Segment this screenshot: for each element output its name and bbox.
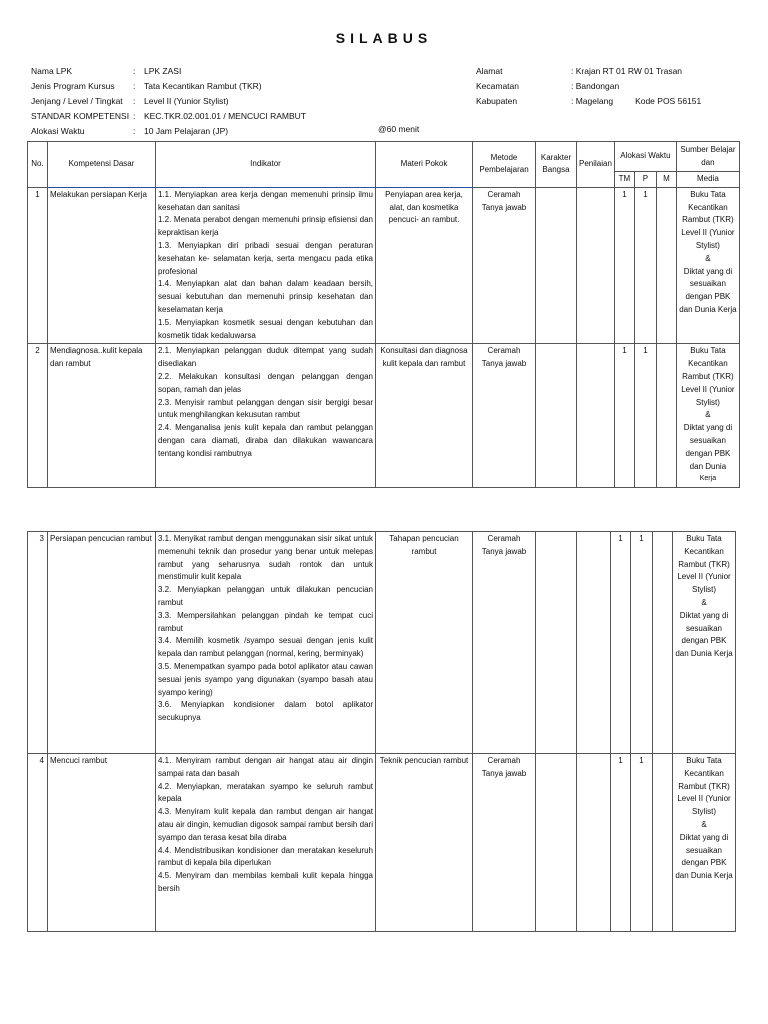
row-m	[653, 532, 673, 754]
row-tm: 1	[614, 187, 634, 344]
row-no: 1	[28, 187, 48, 344]
header-row	[31, 79, 306, 94]
metode-item: Ceramah	[487, 756, 521, 765]
row-tm: 1	[611, 532, 631, 754]
header-value: LPK ZASI	[144, 66, 182, 76]
indikator-item: 1.4. Menyiapkan alat dan bahan dalam keadaan bersih, sesuai kebutuhan dan memenuhi prinsip kesehatan dan keselamatan kerja	[158, 279, 373, 314]
indikator-item: 1.3. Menyiapkan diri pribadi sesuai dengan peraturan kesehatan ke- selamatan kerja, serta mengacu pada etika profesional	[158, 240, 373, 276]
header-colon: :	[133, 66, 136, 76]
row-penilaian	[577, 187, 615, 344]
header-key: Kecamatan	[476, 81, 519, 91]
col-tm: TM	[614, 172, 634, 188]
sumber-item: &	[705, 410, 711, 420]
header-value: 10 Jam Pelajaran (JP)	[144, 126, 229, 136]
sumber-item: Diktat yang di sesuaikan dengan PBK dan Dunia	[683, 423, 733, 471]
col-media: Media	[676, 172, 739, 188]
kode-pos: Kode POS 56151	[635, 96, 702, 106]
header-value: : Magelang	[571, 96, 614, 106]
header-value: KEC.TKR.02.001.01 / MENCUCI RAMBUT	[144, 111, 307, 121]
row-m	[656, 187, 676, 344]
header-left	[31, 64, 306, 139]
indikator-item: 4.4. Mendistribusikan kondisioner dan meratakan keseluruh rambut di kepala bila diperlukan	[158, 845, 373, 868]
metode-item: Tanya jawab	[481, 768, 527, 778]
row-m	[656, 344, 676, 488]
indikator-item: 2.1. Menyiapkan pelanggan duduk ditempat yang sudah disediakan	[158, 346, 373, 369]
header-value: Level II (Yunior Stylist)	[144, 96, 229, 106]
row-p: 1	[631, 754, 653, 932]
header-key: Alokasi Waktu	[31, 126, 85, 136]
indikator-item: 1.1. Menyiapkan area kerja dengan memenuhi prinsip ilmu kesehatan dan sanitasi	[158, 189, 373, 212]
sumber-item: Buku Tata Kecantikan Rambut (TKR) Level II (Yunior Stylist)	[677, 756, 731, 817]
row-materi: Penyiapan area kerja, alat, dan kosmetika pencuci- an rambut.	[376, 187, 473, 344]
metode-item: Ceramah	[487, 189, 521, 199]
row-indikator	[156, 754, 376, 932]
header-right	[476, 64, 701, 109]
row-karakter	[536, 754, 577, 932]
header-value: : Bandongan	[571, 81, 620, 91]
col-materi: Materi Pokok	[376, 142, 473, 188]
document-title: SILABUS	[335, 30, 433, 46]
indikator-item: 4.1. Menyiram rambut dengan air hangat atau air dingin sampai rata dan basah	[158, 756, 373, 778]
indikator-item: 1.2. Menata perabot dengan memenuhi prinsip efisiensi dan kepraktisan kerja	[158, 215, 373, 238]
indikator-item: 3.4. Memilih kosmetik /syampo sesuai dengan jenis kulit kepala dan rambut pelanggan (normal, kering, berminyak)	[158, 636, 373, 659]
row-metode	[473, 344, 536, 488]
col-indikator: Indikator	[156, 142, 376, 188]
indikator-item: 1.5. Menyiapkan kosmetik sesuai dengan kebutuhan dan kosmetik tidak kedaluwarsa	[158, 317, 373, 340]
header-key: Jenis Program Kursus	[31, 81, 115, 91]
sumber-item: Buku Tata Kecantikan Rambut (TKR) Level II (Yunior Stylist)	[681, 189, 735, 250]
col-no: No.	[28, 142, 48, 188]
sumber-item: Diktat yang di sesuaikan dengan PBK dan Dunia Kerja	[679, 266, 737, 314]
metode-item: Tanya jawab	[481, 359, 527, 369]
row-metode	[473, 187, 536, 344]
sumber-item: Diktat yang di sesuaikan dengan PBK dan Dunia Kerja	[675, 610, 733, 659]
indikator-item: 3.6. Menyiapkan kondisioner dalam botol aplikator secukupnya	[158, 700, 373, 723]
row-p: 1	[634, 187, 656, 344]
sumber-item: &	[701, 819, 707, 829]
sumber-item: Kerja	[699, 475, 717, 483]
header-key: Jenjang / Level / Tingkat	[31, 96, 123, 106]
sumber-item: &	[701, 597, 707, 607]
indikator-item: 3.2. Menyiapkan pelanggan untuk dilakukan pencucian rambut	[158, 585, 373, 607]
col-metode: Metode Pembelajaran	[473, 142, 536, 188]
header-key: Nama LPK	[31, 66, 73, 76]
row-kompetensi: Persiapan pencucian rambut	[48, 532, 156, 754]
sumber-item: Diktat yang di sesuaikan dengan PBK dan Dunia Kerja	[675, 832, 733, 881]
indikator-item: 3.5. Menempatkan syampo pada botol aplikator atau cawan sesuai jenis syampo yang digunakan (syampo basah atau syampo kering)	[158, 661, 373, 697]
row-penilaian	[577, 532, 611, 754]
metode-item: Tanya jawab	[481, 546, 527, 556]
table-row	[28, 532, 736, 754]
row-kompetensi: Mendiagnosa..kulit kepala dan rambut	[48, 344, 156, 488]
col-m: M	[656, 172, 676, 188]
header-row	[31, 94, 306, 109]
header-colon: :	[133, 111, 136, 121]
header-row	[31, 124, 306, 139]
table-row	[28, 754, 736, 932]
row-p: 1	[631, 532, 653, 754]
col-penilaian: Penilaian	[577, 142, 615, 188]
syllabus-table-2	[27, 531, 736, 932]
row-indikator	[156, 532, 376, 754]
row-indikator	[156, 344, 376, 488]
header-row	[476, 64, 701, 79]
row-no: 4	[28, 754, 48, 932]
row-karakter	[536, 187, 577, 344]
row-kompetensi: Melakukan persiapan Kerja	[48, 187, 156, 344]
col-sumber: Sumber Belajar dan	[676, 142, 739, 172]
row-sumber	[676, 187, 739, 344]
row-sumber	[676, 344, 739, 488]
row-penilaian	[577, 344, 615, 488]
col-p: P	[634, 172, 656, 188]
row-sumber	[673, 532, 736, 754]
metode-item: Ceramah	[487, 346, 521, 356]
header-value: Tata Kecantikan Rambut (TKR)	[144, 81, 262, 91]
row-materi: Konsultasi dan diagnosa kulit kepala dan rambut	[376, 344, 473, 488]
indikator-item: 4.3. Menyiram kulit kepala dan rambut dengan air hangat atau air dingin, kemudian digosok sampai rambut bersih dari syampo dan terasa kesat bila diraba	[158, 807, 373, 842]
metode-item: Tanya jawab	[481, 202, 527, 212]
sumber-item: &	[705, 253, 711, 263]
indikator-item: 4.2. Menyiapkan, meratakan syampo ke seluruh rambut kepala	[158, 781, 373, 804]
row-no: 2	[28, 344, 48, 488]
row-indikator	[156, 187, 376, 344]
row-metode	[473, 532, 536, 754]
header-row	[31, 64, 306, 79]
row-tm: 1	[614, 344, 634, 488]
header-row	[31, 109, 306, 124]
row-penilaian	[577, 754, 611, 932]
row-tm: 1	[611, 754, 631, 932]
header-row	[476, 94, 701, 109]
indikator-item: 4.5. Menyiram dan membilas kembali kulit kepala hingga bersih	[158, 871, 373, 893]
header-value: : Krajan RT 01 RW 01 Trasan	[571, 66, 683, 76]
row-p: 1	[634, 344, 656, 488]
sumber-item: Buku Tata Kecantikan Rambut (TKR) Level II (Yunior Stylist)	[677, 534, 731, 595]
table-row	[28, 344, 740, 488]
col-karakter: Karakter Bangsa	[536, 142, 577, 188]
header-key: Kabupaten	[476, 96, 518, 106]
row-karakter	[536, 532, 577, 754]
sumber-item: Buku Tata Kecantikan Rambut (TKR) Level II (Yunior Stylist)	[681, 346, 735, 407]
header-row	[476, 79, 701, 94]
col-kompetensi: Kompetensi Dasar	[48, 142, 156, 188]
header-key: STANDAR KOMPETENSI	[31, 111, 130, 121]
row-sumber	[673, 754, 736, 932]
indikator-item: 2.2. Melakukan konsultasi dengan pelanggan dengan sopan, ramah dan jelas	[158, 371, 373, 394]
table-row	[28, 187, 740, 344]
indikator-item: 2.4. Menganalisa jenis kulit kepala dan rambut pelanggan dengan cara diamati, diraba dan dilakukan wawancara tentang kondisi rambutnya	[158, 423, 373, 458]
alokasi-extra: @60 menit	[378, 124, 420, 134]
indikator-item: 3.3. Mempersilahkan pelanggan pindah ke tempat cuci rambut	[158, 610, 373, 633]
indikator-item: 3.1. Menyikat rambut dengan menggunakan sisir sikat untuk memenuhi teknik dan prosedur yang benar untuk melepas rambut yang seharusnya sudah rontok dan untuk menstimulir kulit kepala	[158, 534, 373, 582]
col-alokasi: Alokasi Waktu	[614, 142, 676, 172]
header-colon: :	[133, 126, 136, 136]
syllabus-table-1	[27, 141, 740, 488]
header-key: Alamat	[476, 66, 503, 76]
row-kompetensi: Mencuci rambut	[48, 754, 156, 932]
header-colon: :	[133, 81, 136, 91]
indikator-item: 2.3. Menyisir rambut pelanggan dengan sisir bergigi besar untuk menghilangkan kekusutan rambut	[158, 397, 373, 420]
header-colon: :	[133, 96, 136, 106]
row-metode	[473, 754, 536, 932]
metode-item: Ceramah	[487, 534, 521, 543]
row-materi: Tahapan pencucian rambut	[376, 532, 473, 754]
row-m	[653, 754, 673, 932]
row-karakter	[536, 344, 577, 488]
row-materi: Teknik pencucian rambut	[376, 754, 473, 932]
row-no: 3	[28, 532, 48, 754]
